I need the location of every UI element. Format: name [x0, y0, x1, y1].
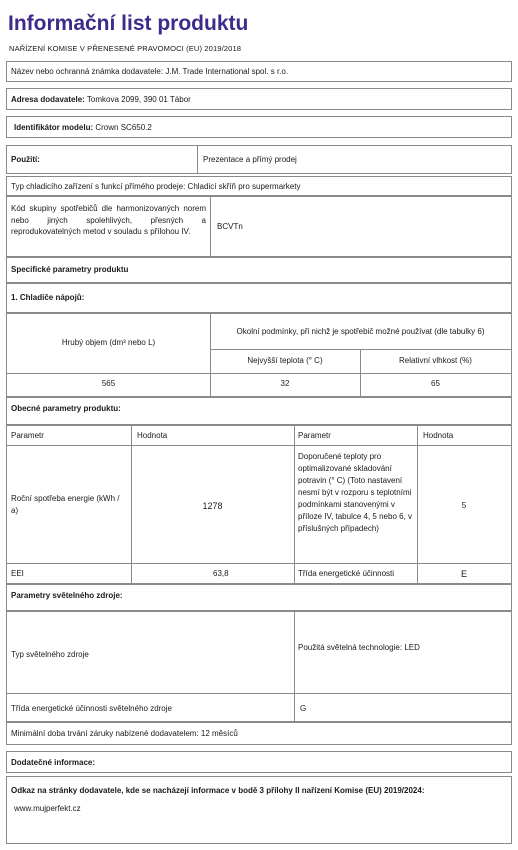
regulation-subtitle: NAŘÍZENÍ KOMISE V PŘENESENÉ PRAVOMOCI (EU) 2019/2018: [9, 44, 242, 53]
volume-value: 565: [101, 379, 116, 388]
supplier-address-value: Tomkova 2099, 390 01 Tábor: [86, 95, 191, 104]
beverage-heading: 1. Chladiče nápojů:: [11, 293, 85, 302]
additional-info-row: [6, 751, 512, 773]
supplier-website-link[interactable]: www.mujperfekt.cz: [14, 804, 81, 813]
general-params-table: [6, 425, 512, 584]
usage-row: [6, 145, 512, 174]
warranty-text: Minimální doba trvání záruky nabízené dodavatelem: 12 měsíců: [11, 729, 238, 738]
warranty-row: [6, 722, 512, 745]
model-identifier-value: Crown SC650.2: [95, 123, 152, 132]
group-code-label: Kód skupiny spotřebičů dle harmonizovaných norem nebo jiných spolehlivých, přesných a reprodukovatelných metod v souladu s přílohou IV.: [11, 204, 206, 236]
light-class-value: G: [300, 704, 307, 713]
model-identifier-label: Identifikátor modelu:: [14, 123, 94, 132]
beverage-heading-row: [6, 283, 512, 313]
eei-value: 63,8: [213, 569, 229, 578]
specific-params-heading-row: [6, 257, 512, 283]
model-identifier-row: [6, 116, 512, 138]
appliance-type-row: [6, 176, 512, 196]
supplier-name-label: Název nebo ochranná známka dodavatele:: [11, 67, 164, 76]
light-source-type-label: Typ světelného zdroje: [11, 650, 89, 659]
ambient-conditions-label: Okolní podmínky, při nichž je spotřebič možné používat (dle tabulky 6): [236, 327, 485, 336]
col-header-value: Hodnota: [137, 431, 168, 440]
energy-class-label: Třída energetické účinnosti: [298, 569, 395, 578]
eei-label: EEI: [11, 569, 24, 578]
recommended-temp-value: 5: [461, 501, 467, 510]
supplier-name-value: J.M. Trade International spol. s r.o.: [165, 67, 289, 76]
group-code-row: [6, 196, 512, 257]
volume-label: Hrubý objem (dm³ nebo L): [61, 338, 156, 347]
humidity-value: 65: [431, 379, 440, 388]
light-source-heading: Parametry světelného zdroje:: [11, 591, 123, 600]
specific-params-heading: Specifické parametry produktu: [11, 265, 129, 274]
light-source-heading-row: [6, 584, 512, 611]
general-params-heading: Obecné parametry produktu:: [11, 404, 121, 413]
supplier-link-row: [6, 776, 512, 844]
annual-consumption-label: Roční spotřeba energie (kWh / a): [11, 494, 120, 515]
general-params-heading-row: [6, 397, 512, 425]
supplier-link-label: Odkaz na stránky dodavatele, kde se nacházejí informace v bodě 3 přílohy II nařízení Komise (EU) 2019/2024:: [11, 786, 425, 795]
supplier-name-row: [6, 61, 512, 82]
col-header-param-2: Parametr: [298, 431, 331, 440]
max-temp-label: Nejvyšší teplota (° C): [247, 356, 323, 365]
col-header-param: Parametr: [11, 431, 44, 440]
group-code-value: BCVTn: [217, 222, 243, 231]
humidity-label: Relativní vlhkost (%): [399, 356, 472, 365]
col-header-value-2: Hodnota: [423, 431, 454, 440]
additional-info-heading: Dodatečné informace:: [11, 758, 96, 767]
page-title: Informační list produktu: [8, 12, 249, 35]
max-temp-value: 32: [280, 379, 290, 388]
appliance-type-value: Chladicí skříň pro supermarkety: [187, 182, 301, 191]
light-technology-label: Použitá světelná technologie:: [298, 643, 403, 652]
energy-class-value: E: [460, 569, 467, 579]
recommended-temp-label: Doporučené teploty pro optimalizované skladování potravin (° C) (Toto nastavení nesmí být v rozporu s teplotními podmínkami stanovenými v příloze IV, tabulce 4, 5 nebo 6, v příslušných případech): [298, 452, 413, 533]
usage-label: Použití:: [11, 155, 40, 164]
light-technology-value: LED: [404, 643, 420, 652]
appliance-type-label: Typ chladicího zařízení s funkcí přímého prodeje:: [11, 182, 186, 191]
usage-value: Prezentace a přímý prodej: [203, 155, 297, 164]
light-class-label: Třída energetické účinnosti světelného zdroje: [11, 704, 172, 713]
supplier-address-label: Adresa dodavatele:: [11, 95, 85, 104]
light-source-table: [6, 611, 512, 722]
annual-consumption-value: 1278: [202, 501, 223, 511]
supplier-address-row: [6, 88, 512, 110]
volume-ambient-table: [6, 313, 512, 397]
